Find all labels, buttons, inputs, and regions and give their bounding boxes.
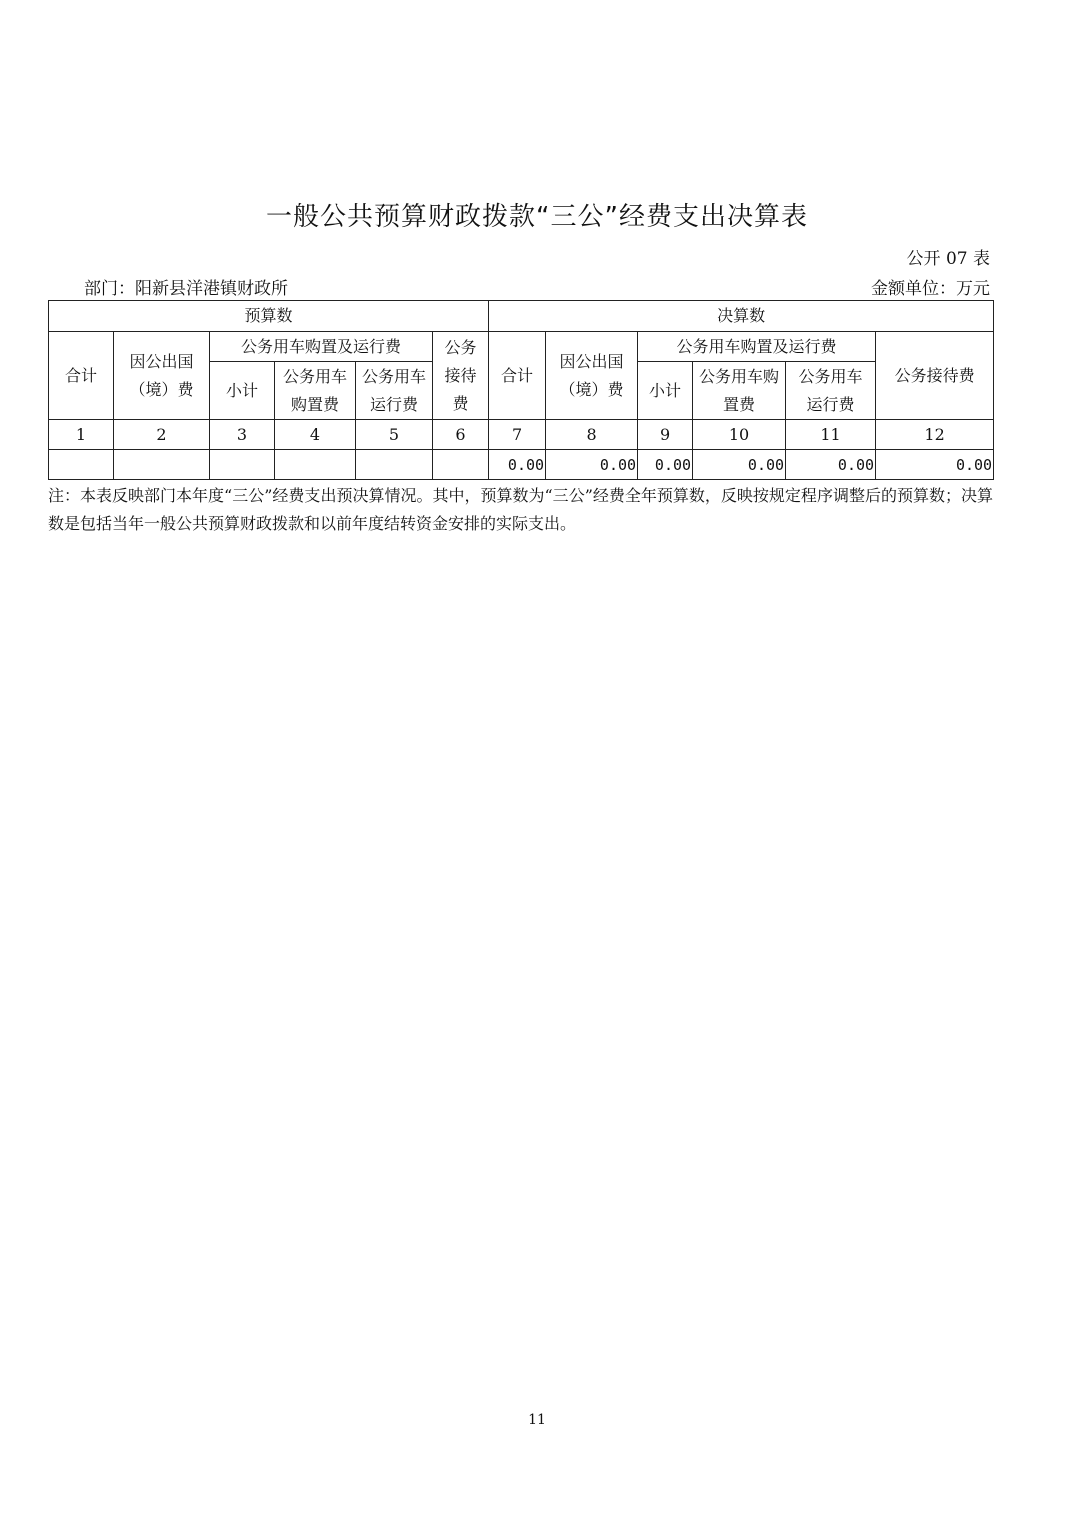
value-row [49, 450, 994, 480]
column-number: 5 [356, 420, 433, 450]
final-overseas-value: 0.00 [546, 450, 638, 480]
final-vehicle-operation-line1: 公务用车 [798, 366, 863, 386]
final-total-value: 0.00 [489, 450, 546, 480]
table-note: 注：本表反映部门本年度“三公”经费支出预决算情况。其中，预算数为“三公”经费全年预算数，反映按规定程序调整后的预算数；决算数是包括当年一般公共预算财政拨款和以前年度结转资金安排的实际支出。 [48, 486, 993, 533]
budget-overseas-value [114, 450, 210, 480]
column-number: 8 [546, 420, 638, 450]
table-number: 公开 07 表 [906, 249, 990, 269]
department-label: 部门：阳新县洋港镇财政所 [84, 279, 288, 299]
column-number: 9 [638, 420, 693, 450]
final-vehicle-purchase-header [693, 362, 786, 420]
final-vehicle-group-header: 公务用车购置及运行费 [638, 332, 876, 362]
column-number: 6 [433, 420, 489, 450]
final-vehicle-operation-header [786, 362, 876, 420]
final-overseas-line2: （境）费 [559, 379, 624, 399]
budget-subtotal-header: 小计 [210, 362, 275, 420]
final-overseas-header [546, 332, 638, 420]
final-vehicle-operation-line2: 运行费 [806, 394, 855, 414]
budget-reception-value [433, 450, 489, 480]
column-number: 7 [489, 420, 546, 450]
page-title: 一般公共预算财政拨款“三公”经费支出决算表 [266, 202, 808, 232]
budget-vehicle-operation-line2: 运行费 [369, 394, 418, 414]
budget-reception-line3: 费 [452, 393, 469, 413]
final-total-header: 合计 [489, 332, 546, 420]
budget-vehicle-group-header: 公务用车购置及运行费 [210, 332, 433, 362]
column-number: 4 [275, 420, 356, 450]
category-header-row [49, 332, 994, 362]
budget-vehicle-purchase-header [275, 362, 356, 420]
column-number: 3 [210, 420, 275, 450]
column-number-row [49, 420, 994, 450]
final-overseas-line1: 因公出国 [559, 351, 624, 371]
budget-subtotal-value [210, 450, 275, 480]
final-reception-value: 0.00 [876, 450, 994, 480]
budget-reception-line2: 接待 [444, 365, 477, 385]
column-number: 1 [49, 420, 114, 450]
final-vehicle-purchase-line2: 置费 [723, 394, 756, 414]
budget-vehicle-operation-line1: 公务用车 [361, 366, 426, 386]
column-number: 11 [786, 420, 876, 450]
budget-overseas-line1: 因公出国 [129, 351, 194, 371]
column-number: 2 [114, 420, 210, 450]
final-subtotal-header: 小计 [638, 362, 693, 420]
budget-overseas-header [114, 332, 210, 420]
budget-reception-header [433, 332, 489, 420]
final-reception-header: 公务接待费 [876, 332, 994, 420]
final-subtotal-value: 0.00 [638, 450, 693, 480]
final-group-header: 决算数 [489, 301, 994, 332]
budget-reception-line1: 公务 [444, 337, 477, 357]
budget-vehicle-purchase-line1: 公务用车 [282, 366, 347, 386]
budget-overseas-line2: （境）费 [129, 379, 194, 399]
budget-vehicle-operation-value [356, 450, 433, 480]
page-number: 11 [528, 1412, 546, 1428]
group-header-row [49, 301, 994, 332]
budget-total-value [49, 450, 114, 480]
final-vehicle-purchase-value: 0.00 [693, 450, 786, 480]
final-vehicle-operation-value: 0.00 [786, 450, 876, 480]
budget-vehicle-operation-header [356, 362, 433, 420]
final-vehicle-purchase-line1: 公务用车购 [699, 366, 780, 386]
expenditure-table [48, 300, 994, 480]
column-number: 10 [693, 420, 786, 450]
budget-total-header: 合计 [49, 332, 114, 420]
budget-vehicle-purchase-value [275, 450, 356, 480]
amount-unit-label: 金额单位：万元 [871, 279, 990, 299]
column-number: 12 [876, 420, 994, 450]
budget-vehicle-purchase-line2: 购置费 [290, 394, 339, 414]
budget-group-header: 预算数 [49, 301, 489, 332]
